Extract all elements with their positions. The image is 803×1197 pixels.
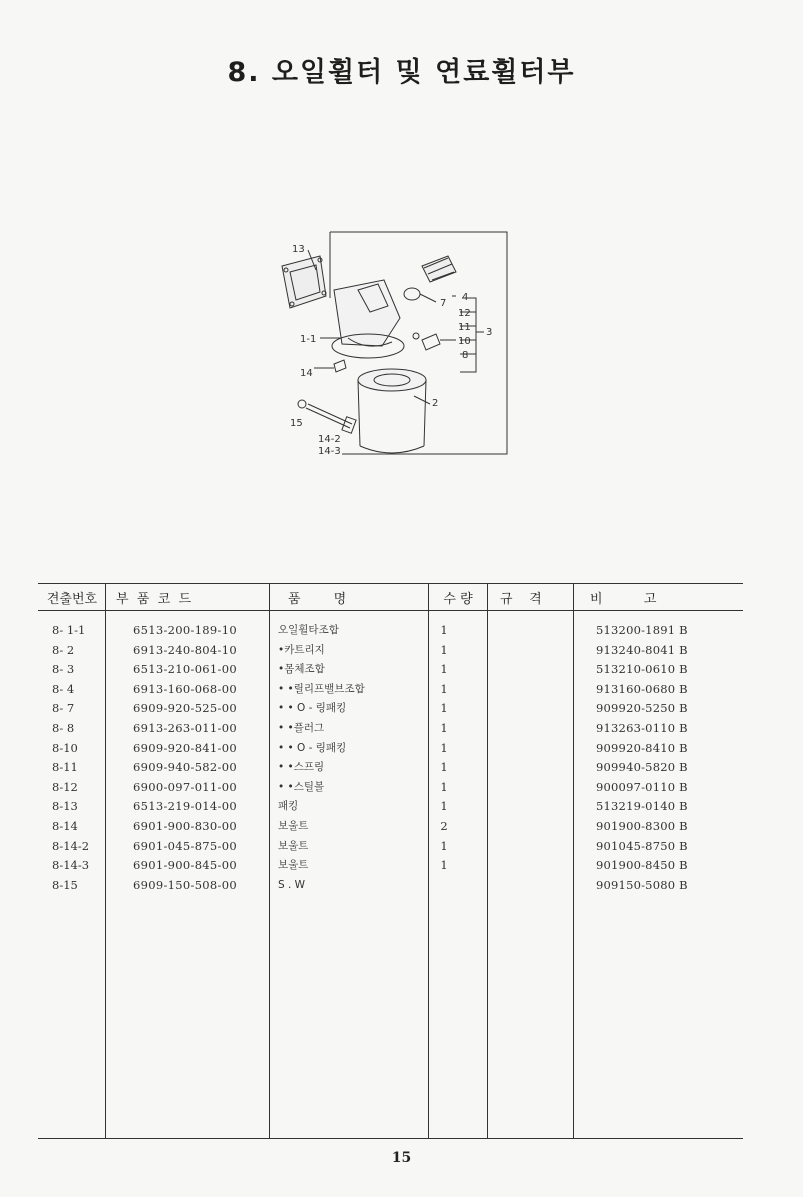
quantity-cell: 1 xyxy=(440,838,448,853)
callout-15: 15 xyxy=(290,418,303,429)
part-number-cell: 8-13 xyxy=(52,799,78,814)
part-number-cell: 8-14-2 xyxy=(52,838,90,853)
header-code: 부 품 코 드 xyxy=(116,591,192,607)
remark-cell: 909920-5250 B xyxy=(596,701,688,716)
part-number-cell: 8-12 xyxy=(52,779,78,794)
table-row xyxy=(38,660,743,680)
quantity-cell: 1 xyxy=(440,779,448,794)
quantity-cell: 1 xyxy=(440,623,448,637)
quantity-cell: 2 xyxy=(440,818,448,833)
remark-cell: 913240-8041 B xyxy=(596,642,688,657)
table-row xyxy=(38,699,743,719)
callout-12: 12 xyxy=(458,308,471,319)
table-row xyxy=(38,797,743,817)
part-code-cell: 6901-900-830-00 xyxy=(133,818,237,833)
remark-cell: 909940-5820 B xyxy=(596,760,688,775)
exploded-parts-diagram xyxy=(272,228,512,464)
table-row xyxy=(38,621,743,641)
quantity-cell: 1 xyxy=(440,701,448,716)
header-qty: 수 량 xyxy=(443,591,473,607)
part-name-cell: • •스프링 xyxy=(278,761,325,774)
header-name: 품 명 xyxy=(288,591,347,607)
remark-cell: 900097-0110 B xyxy=(596,779,688,794)
table-row xyxy=(38,758,743,778)
part-code-cell: 6909-920-525-00 xyxy=(133,701,237,716)
quantity-cell: 1 xyxy=(440,740,448,755)
remark-cell: 901045-8750 B xyxy=(596,838,688,853)
part-code-cell: 6900-097-011-00 xyxy=(133,779,237,794)
table-row xyxy=(38,719,743,739)
part-name-cell: 오일휠타조합 xyxy=(278,624,339,636)
quantity-cell: 1 xyxy=(440,760,448,775)
table-row xyxy=(38,641,743,661)
part-code-cell: 6913-263-011-00 xyxy=(133,720,237,735)
header-note: 비 고 xyxy=(590,591,657,607)
header-number: 견출번호 xyxy=(46,591,98,607)
header-spec: 규 격 xyxy=(500,591,542,607)
callout-2: 2 xyxy=(432,398,439,409)
diagram-drawing xyxy=(272,228,512,464)
callout-14: 14 xyxy=(300,368,313,379)
callout-10: 10 xyxy=(458,336,471,347)
part-number-cell: 8-14 xyxy=(52,818,78,833)
part-name-cell: S . W xyxy=(278,878,306,891)
quantity-cell: 1 xyxy=(440,720,448,735)
part-name-cell: • •릴리프밸브조합 xyxy=(278,682,365,695)
quantity-cell: 1 xyxy=(440,662,448,677)
quantity-cell: 1 xyxy=(440,681,448,696)
callout-4: 4 xyxy=(462,292,469,303)
callout-3: 3 xyxy=(486,327,493,338)
callout-8: 8 xyxy=(462,350,469,361)
table-header-rule xyxy=(38,610,743,611)
page-number: 15 xyxy=(391,1150,412,1166)
remark-cell: 901900-8300 B xyxy=(596,818,688,833)
table-body xyxy=(38,621,743,895)
part-name-cell: 보울트 xyxy=(278,859,309,872)
table-row xyxy=(38,837,743,857)
remark-cell: 513210-0610 B xyxy=(596,662,688,677)
part-number-cell: 8- 3 xyxy=(52,662,75,677)
table-row xyxy=(38,680,743,700)
part-name-cell: •카트리지 xyxy=(278,643,325,656)
part-number-cell: 8- 1-1 xyxy=(52,623,86,637)
callout-1-1: 1-1 xyxy=(300,334,317,345)
part-code-cell: 6901-900-845-00 xyxy=(133,858,237,873)
part-name-cell: 보울트 xyxy=(278,839,309,852)
table-top-rule xyxy=(38,583,743,584)
table-bottom-rule xyxy=(38,1138,743,1139)
remark-cell: 913263-0110 B xyxy=(596,720,688,735)
quantity-cell: 1 xyxy=(440,642,448,657)
part-number-cell: 8- 4 xyxy=(52,681,75,696)
part-number-cell: 8- 8 xyxy=(52,720,75,735)
page-title: 8. 오일휠터 및 연료휠터부 xyxy=(227,57,576,88)
part-name-cell: 보울트 xyxy=(278,819,309,832)
table-row xyxy=(38,817,743,837)
remark-cell: 909150-5080 B xyxy=(596,877,688,892)
part-code-cell: 6513-210-061-00 xyxy=(133,662,237,677)
parts-table xyxy=(38,583,743,1139)
callout-14-2: 14-2 xyxy=(318,434,341,445)
remark-cell: 513219-0140 B xyxy=(596,799,688,814)
remark-cell: 909920-8410 B xyxy=(596,740,688,755)
callout-13: 13 xyxy=(292,244,305,255)
table-row xyxy=(38,739,743,759)
part-code-cell: 6513-200-189-10 xyxy=(133,623,237,637)
part-code-cell: 6901-045-875-00 xyxy=(133,838,237,853)
part-number-cell: 8-11 xyxy=(52,760,78,775)
callout-11: 11 xyxy=(458,322,471,333)
part-name-cell: • • O - 링패킹 xyxy=(278,741,347,754)
part-name-cell: •몸체조합 xyxy=(278,663,325,676)
part-code-cell: 6513-219-014-00 xyxy=(133,799,237,814)
part-code-cell: 6909-940-582-00 xyxy=(133,760,237,775)
table-row xyxy=(38,778,743,798)
part-number-cell: 8- 7 xyxy=(52,701,75,716)
part-code-cell: 6909-150-508-00 xyxy=(133,877,237,892)
quantity-cell: 1 xyxy=(440,799,448,814)
callout-14-3: 14-3 xyxy=(318,446,341,457)
part-name-cell: 패킹 xyxy=(278,800,299,813)
part-number-cell: 8-10 xyxy=(52,740,78,755)
table-row xyxy=(38,856,743,876)
part-number-cell: 8- 2 xyxy=(52,642,75,657)
part-code-cell: 6913-160-068-00 xyxy=(133,681,237,696)
remark-cell: 513200-1891 B xyxy=(596,623,688,637)
table-row xyxy=(38,876,743,896)
part-name-cell: • •스틸볼 xyxy=(278,780,325,793)
quantity-cell: 1 xyxy=(440,858,448,873)
part-name-cell: • •플러그 xyxy=(278,721,325,734)
callout-7: 7 xyxy=(440,298,447,309)
part-number-cell: 8-14-3 xyxy=(52,858,90,873)
part-number-cell: 8-15 xyxy=(52,877,78,892)
remark-cell: 901900-8450 B xyxy=(596,858,688,873)
part-code-cell: 6909-920-841-00 xyxy=(133,740,237,755)
remark-cell: 913160-0680 B xyxy=(596,681,688,696)
part-name-cell: • • O - 링패킹 xyxy=(278,702,347,715)
part-code-cell: 6913-240-804-10 xyxy=(133,642,237,657)
